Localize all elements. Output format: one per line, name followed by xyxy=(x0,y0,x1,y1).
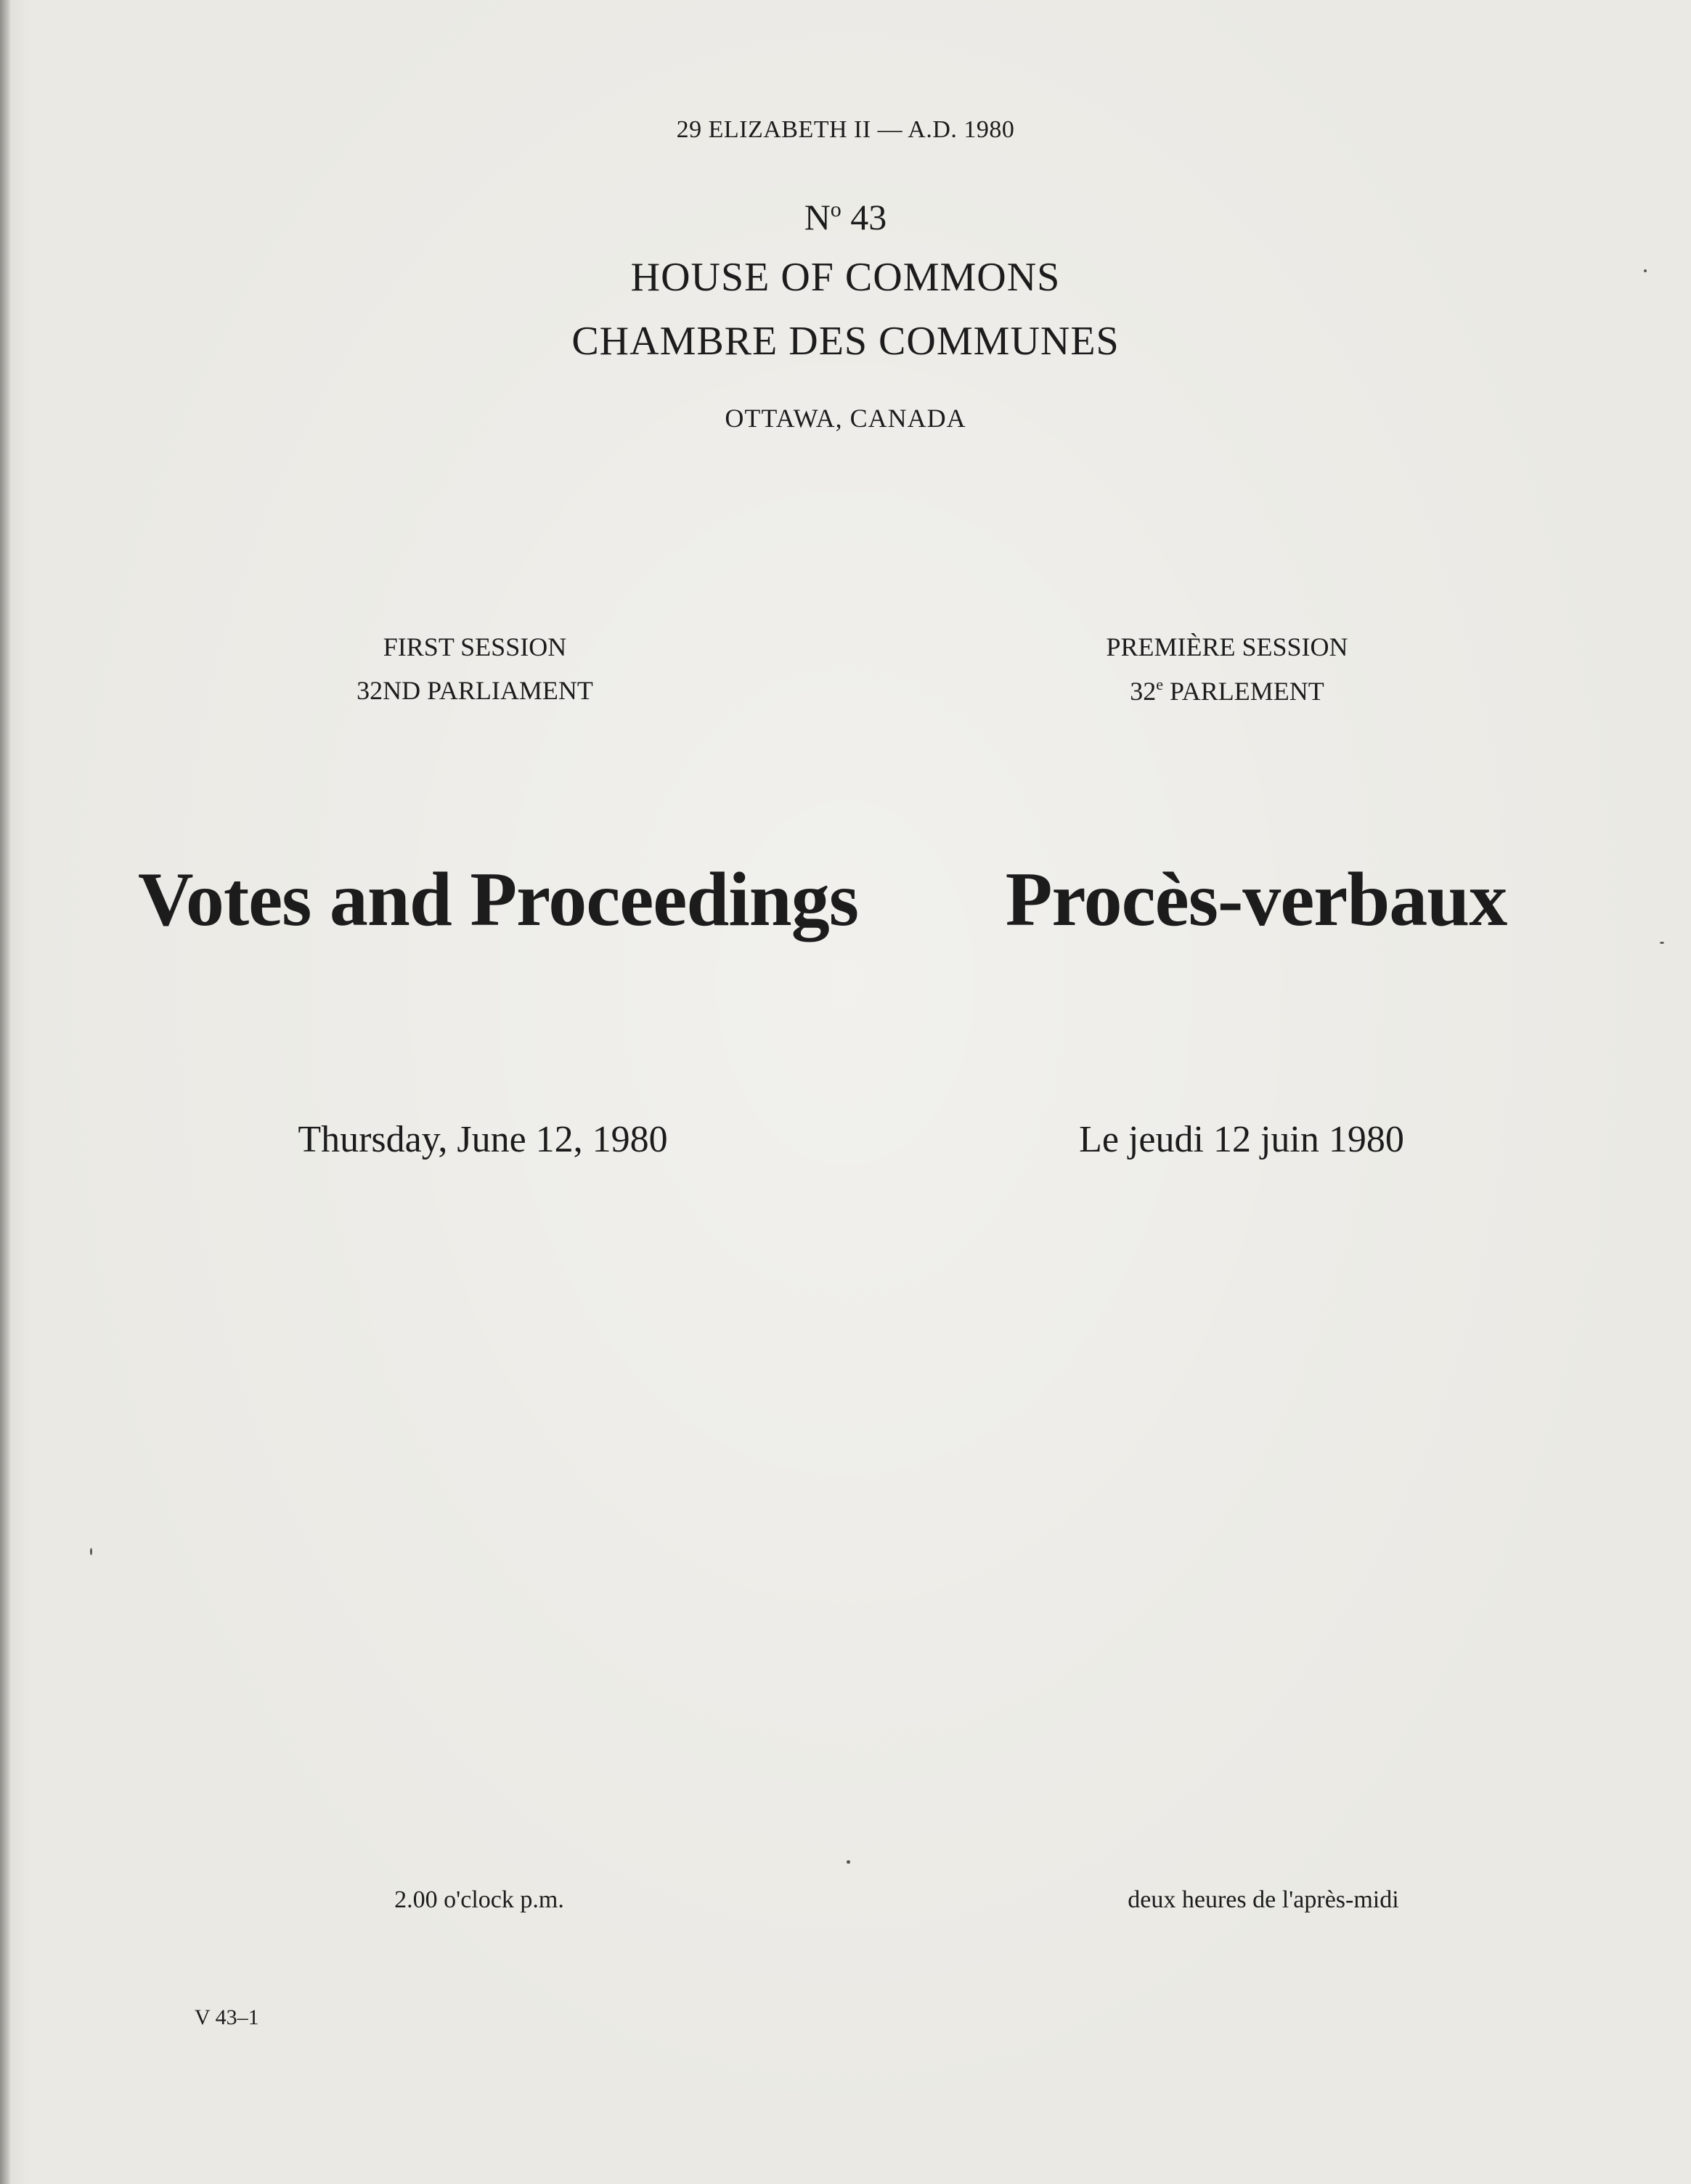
session-french: PREMIÈRE SESSION xyxy=(1106,632,1348,661)
issue-number xyxy=(0,196,1691,238)
sitting-time-french: deux heures de l'après-midi xyxy=(1128,1886,1399,1913)
date-english: Thursday, June 12, 1980 xyxy=(298,1119,668,1160)
issue-number-superscript: o xyxy=(830,197,842,221)
paper-speck xyxy=(1644,269,1647,272)
date-french: Le jeudi 12 juin 1980 xyxy=(1079,1119,1404,1160)
title-french: Procès-verbaux xyxy=(1005,857,1507,942)
paper-speck xyxy=(1660,942,1664,944)
session-english: FIRST SESSION xyxy=(383,632,567,661)
regnal-year-line: 29 ELIZABETH II — A.D. 1980 xyxy=(676,116,1015,143)
city-line: OTTAWA, CANADA xyxy=(725,404,966,433)
title-english: Votes and Proceedings xyxy=(138,857,858,942)
parliament-french-word: PARLEMENT xyxy=(1163,677,1324,706)
parliament-english: 32ND PARLIAMENT xyxy=(356,676,593,705)
house-name-english: HOUSE OF COMMONS xyxy=(630,255,1061,300)
paper-speck xyxy=(90,1548,92,1555)
parliament-french xyxy=(1075,675,1380,706)
parliament-french-superscript: e xyxy=(1156,675,1164,693)
house-name-french: CHAMBRE DES COMMUNES xyxy=(571,319,1120,364)
issue-number-value: 43 xyxy=(841,197,887,237)
parliament-french-number: 32 xyxy=(1130,677,1157,706)
issue-number-prefix: N xyxy=(804,197,831,237)
sitting-time-english: 2.00 o'clock p.m. xyxy=(394,1886,564,1913)
page-code: V 43–1 xyxy=(195,2005,259,2029)
paper-speck xyxy=(847,1860,850,1864)
